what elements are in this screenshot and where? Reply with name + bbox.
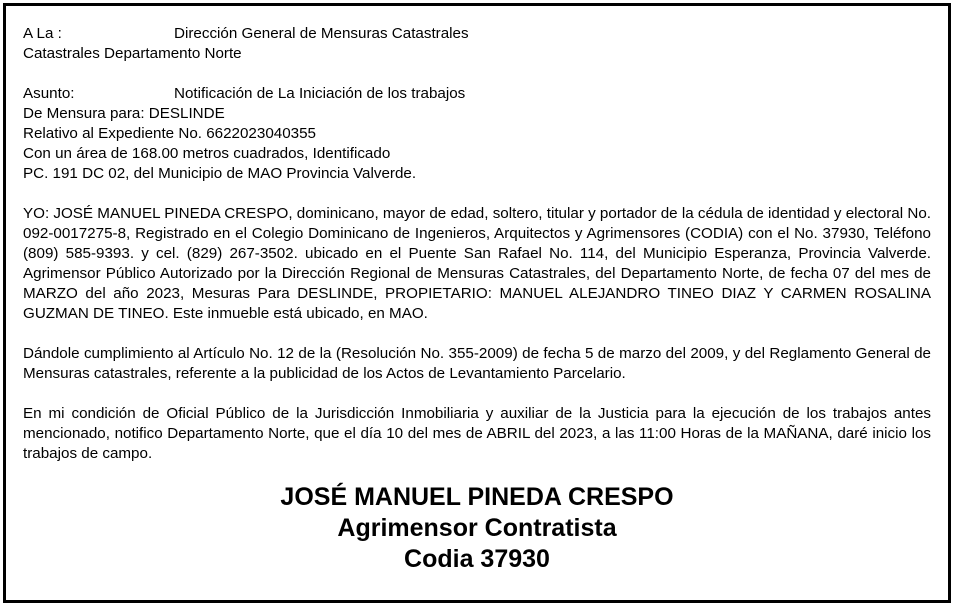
subject-detail-line: De Mensura para: DESLINDE: [23, 105, 225, 122]
subject-detail-line: Con un área de 168.00 metros cuadrados, Identificado: [23, 145, 391, 162]
subject-line: [23, 84, 931, 104]
spacer: [23, 384, 931, 404]
spacer: [23, 324, 931, 344]
spacer: [23, 184, 931, 204]
signature-title: Agrimensor Contratista: [337, 514, 617, 542]
subject-detail-line: Relativo al Expediente No. 6622023040355: [23, 125, 317, 142]
body-paragraph-legal-basis: Dándole cumplimiento al Artículo No. 12 de la (Resolución No. 355-2009) de fecha 5 de marzo del 2009, y del Reglamento General de Mensuras catastrales, referente a la publicidad de los Actos de Levantamiento Parcelario.: [23, 345, 931, 382]
recipient-value: Dirección General de Mensuras Catastrales: [174, 25, 469, 42]
recipient-line: [23, 24, 931, 44]
subject-label: Asunto:: [23, 85, 75, 102]
signature-codia: Codia 37930: [404, 545, 550, 573]
signature-name: JOSÉ MANUEL PINEDA CRESPO: [280, 483, 674, 511]
subject-detail-line: PC. 191 DC 02, del Municipio de MAO Provincia Valverde.: [23, 165, 417, 182]
spacer: [23, 64, 931, 84]
signature-block: [6, 482, 948, 575]
notice-frame: [3, 3, 951, 603]
body-paragraph-notification: En mi condición de Oficial Público de la Jurisdicción Inmobiliaria y auxiliar de la Justicia para la ejecución de los trabajos antes mencionado, notifico Departamento Norte, que el día 10 del mes de ABRIL del 2023, a las 11:00 Horas de la MAÑANA, daré inicio los trabajos de campo.: [23, 405, 931, 462]
subject-value: Notificación de La Iniciación de los trabajos: [174, 85, 466, 102]
recipient-label: A La :: [23, 25, 62, 42]
notice-content: [23, 24, 931, 464]
recipient-line-2: Catastrales Departamento Norte: [23, 45, 242, 62]
body-paragraph-declaration: YO: JOSÉ MANUEL PINEDA CRESPO, dominicano, mayor de edad, soltero, titular y portador de la cédula de identidad y electoral No. 092-0017275-8, Registrado en el Colegio Dominicano de Ingenieros, Arquitectos y Agrimensores (CODIA) con el No. 37930, Teléfono (809) 585-9393. y cel. (829) 267-3502. ubicado en el Puente San Rafael No. 114, del Municipio Esperanza, Provincia Valverde. Agrimensor Público Autorizado por la Dirección Regional de Mensuras Catastrales, del Departamento Norte, de fecha 07 del mes de MARZO del año 2023, Mesuras Para DESLINDE, PROPIETARIO: MANUEL ALEJANDRO TINEO DIAZ Y CARMEN ROSALINA GUZMAN DE TINEO. Este inmueble está ubicado, en MAO.: [23, 205, 931, 322]
